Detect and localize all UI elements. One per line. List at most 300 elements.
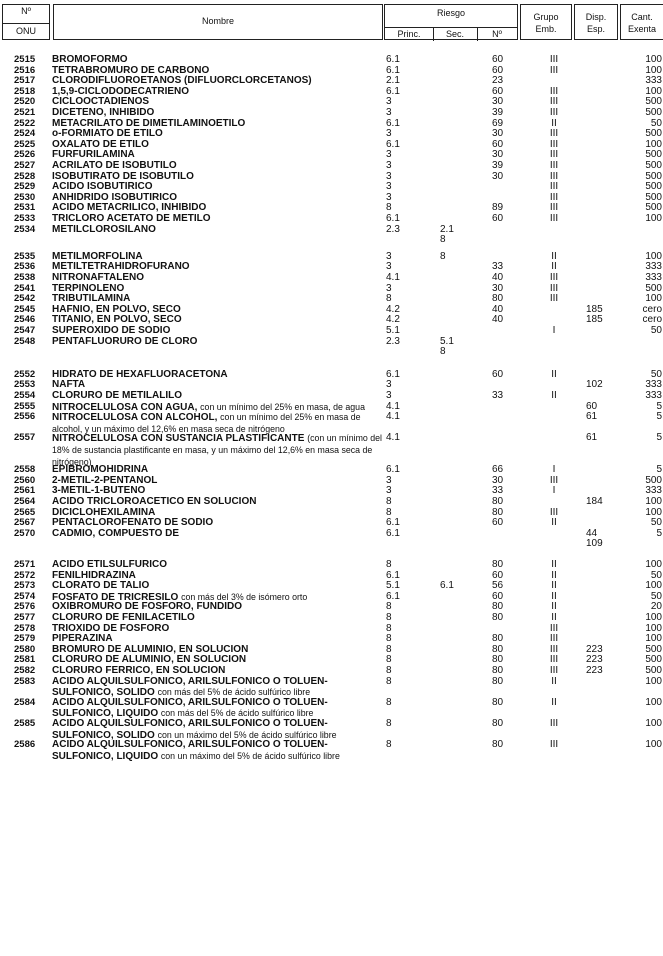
cell-riesgo-princ: 8 — [386, 675, 392, 687]
cell-nombre-extra: (con un mínimo del 18% de sustancia plastificante en masa, y un máximo del 12,6% en masa seca de nitrógeno) — [52, 433, 382, 467]
cell-nombre-main: ACIDO METACRILICO, INHIBIDO — [52, 202, 207, 214]
header-cant: Cant. — [631, 12, 653, 22]
cell-riesgo-princ: 8 — [386, 496, 392, 507]
cell-nombre-main: TERPINOLENO — [52, 282, 125, 294]
cell-onu: 2530 — [14, 191, 36, 203]
cell-exenta: 500 — [645, 160, 662, 171]
cell-exenta: 50 — [650, 117, 662, 129]
cell-exenta: 500 — [645, 643, 662, 655]
cell-nombre-main: TRIBUTILAMINA — [52, 293, 131, 305]
cell-riesgo-princ: 3 — [386, 282, 392, 294]
cell-nombre-main: o-FORMIATO DE ETILO — [52, 128, 163, 140]
cell-grupo: III — [549, 191, 559, 203]
cell-grupo: III — [549, 282, 559, 294]
cell-riesgo-no: 80 — [492, 633, 504, 645]
cell-nombre-main: NITROCELULOSA CON AGUA, — [52, 401, 198, 413]
cell-riesgo-no: 33 — [492, 261, 504, 273]
cell-disp: 102 — [586, 379, 603, 391]
cell-exenta: 100 — [645, 675, 662, 687]
header-riesgo-cell — [384, 4, 518, 40]
header-no-top: Nº — [21, 6, 31, 16]
cell-grupo: III — [549, 643, 559, 655]
cell-nombre-main: CLORURO DE FENILACETILO — [52, 612, 195, 623]
cell-nombre-main: OXALATO DE ETILO — [52, 138, 149, 150]
cell-riesgo-no: 80 — [492, 643, 504, 655]
cell-riesgo-no: 30 — [492, 282, 504, 294]
cell-exenta: 50 — [650, 368, 662, 380]
cell-onu: 2528 — [14, 170, 36, 182]
cell-riesgo-no: 60 — [492, 368, 504, 380]
cell-onu: 2546 — [14, 314, 36, 326]
cell-riesgo-no: 33 — [492, 485, 504, 497]
cell-grupo: III — [549, 85, 559, 97]
cell-exenta: 100 — [645, 213, 662, 224]
cell-nombre-extra: con un máximo del 5% de ácido sulfúrico libre — [160, 750, 340, 761]
cell-grupo: II — [551, 559, 557, 570]
cell-riesgo-no: 69 — [492, 117, 504, 129]
cell-onu: 2533 — [14, 213, 36, 224]
cell-nombre-main: FURFURILAMINA — [52, 149, 135, 161]
cell-riesgo-princ: 8 — [386, 665, 392, 676]
cell-riesgo-no: 56 — [492, 580, 504, 592]
cell-nombre-main: ACIDO TRICLOROACETICO EN SOLUCION — [52, 496, 257, 507]
cell-onu: 2583 — [14, 675, 36, 687]
cell-exenta: 100 — [645, 718, 662, 729]
cell-riesgo-princ: 3 — [386, 128, 392, 140]
cell-nombre-main: PIPERAZINA — [52, 633, 113, 645]
cell-riesgo-princ: 4.1 — [386, 411, 400, 423]
cell-riesgo-no: 30 — [492, 170, 504, 182]
cell-nombre-main: ACIDO ALQUILSULFONICO, ARILSULFONICO O TOLUEN-SULFONICO, LIQUIDO — [52, 739, 328, 762]
cell-riesgo-princ: 8 — [386, 633, 392, 645]
cell-riesgo-no: 80 — [492, 654, 504, 666]
cell-riesgo-no: 60 — [492, 569, 504, 581]
cell-riesgo-sec: 5.1 8 — [440, 335, 454, 358]
cell-onu: 2536 — [14, 261, 36, 273]
cell-onu: 2521 — [14, 107, 36, 118]
cell-nombre-main: PENTAFLUORURO DE CLORO — [52, 335, 198, 347]
cell-grupo: III — [549, 293, 559, 305]
cell-riesgo-princ: 3 — [386, 485, 392, 497]
header-esp: Esp. — [586, 24, 605, 34]
cell-riesgo-no: 33 — [492, 390, 504, 401]
cell-exenta: 100 — [645, 250, 662, 262]
cell-disp: 223 — [586, 654, 603, 666]
cell-riesgo-princ: 6.1 — [386, 54, 400, 65]
cell-exenta: 100 — [645, 696, 662, 708]
cell-grupo: III — [549, 160, 559, 171]
cell-exenta: 100 — [645, 54, 662, 65]
cell-disp: 185 — [586, 303, 603, 315]
cell-nombre-main: 3-METIL-1-BUTENO — [52, 485, 146, 497]
cell-exenta: 500 — [645, 282, 662, 294]
cell-riesgo-no: 80 — [492, 496, 504, 507]
cell-grupo: III — [549, 54, 559, 65]
cell-onu: 2560 — [14, 474, 36, 486]
header-disp: Disp. — [585, 12, 607, 22]
cell-exenta: 333 — [645, 75, 662, 87]
cell-exenta: 500 — [645, 654, 662, 666]
cell-nombre-main: TRIOXIDO DE FOSFORO — [52, 622, 170, 634]
cell-riesgo-no: 89 — [492, 202, 504, 214]
cell-grupo: III — [549, 739, 559, 751]
cell-riesgo-princ: 6.1 — [386, 527, 400, 539]
cell-onu: 2571 — [14, 559, 36, 570]
cell-nombre — [52, 391, 382, 402]
cell-riesgo-princ: 4.1 — [386, 272, 400, 283]
cell-riesgo-princ: 8 — [386, 622, 392, 634]
cell-grupo: II — [551, 580, 557, 592]
cell-onu: 2567 — [14, 517, 36, 529]
cell-nombre-main: CLORODIFLUOROETANOS (DIFLUORCLORCETANOS) — [52, 75, 312, 87]
cell-exenta: 5 — [656, 411, 662, 423]
header-princ: Princ. — [397, 29, 421, 39]
cell-nombre-main: 1,5,9-CICLODODECATRIENO — [52, 85, 190, 97]
cell-onu: 2524 — [14, 128, 36, 140]
cell-nombre-main: METACRILATO DE DIMETILAMINOETILO — [52, 117, 246, 129]
cell-disp: 61 — [586, 411, 598, 423]
cell-disp: 60 — [586, 400, 598, 412]
cell-onu: 2547 — [14, 325, 36, 336]
cell-grupo: II — [551, 261, 557, 273]
cell-exenta: 500 — [645, 96, 662, 108]
cell-nombre-main: BROMOFORMO — [52, 54, 128, 65]
cell-onu: 2579 — [14, 633, 36, 645]
cell-nombre-main: ANHIDRIDO ISOBUTIRICO — [52, 191, 177, 203]
cell-riesgo-no: 40 — [492, 272, 504, 283]
cell-onu: 2527 — [14, 160, 36, 171]
cell-grupo: III — [549, 149, 559, 161]
cell-grupo: III — [549, 96, 559, 108]
cell-grupo: II — [551, 696, 557, 708]
cell-onu: 2584 — [14, 696, 36, 708]
cell-grupo: III — [549, 474, 559, 486]
cell-onu: 2577 — [14, 612, 36, 623]
cell-riesgo-princ: 8 — [386, 202, 392, 214]
cell-nombre-main: CLORURO FERRICO, EN SOLUCION — [52, 665, 226, 676]
cell-nombre-main: ACIDO ISOBUTIRICO — [52, 181, 153, 193]
cell-riesgo-no: 80 — [492, 601, 504, 613]
cell-exenta: 100 — [645, 496, 662, 507]
cell-riesgo-princ: 3 — [386, 170, 392, 182]
cell-riesgo-no: 40 — [492, 303, 504, 315]
cell-nombre — [52, 412, 382, 435]
cell-riesgo-princ: 3 — [386, 160, 392, 171]
cell-riesgo-princ: 8 — [386, 696, 392, 708]
cell-grupo: III — [549, 718, 559, 729]
cell-riesgo-no: 60 — [492, 54, 504, 65]
cell-onu: 2581 — [14, 654, 36, 666]
cell-riesgo-no: 60 — [492, 85, 504, 97]
header-exenta: Exenta — [627, 24, 657, 34]
cell-onu: 2586 — [14, 739, 36, 751]
header-disp-cell — [574, 4, 618, 40]
cell-disp: 185 — [586, 314, 603, 326]
cell-onu: 2520 — [14, 96, 36, 108]
cell-onu: 2556 — [14, 411, 36, 423]
cell-exenta: 100 — [645, 612, 662, 623]
cell-nombre-main: DICICLOHEXILAMINA — [52, 506, 156, 518]
cell-exenta: cero — [642, 314, 662, 326]
cell-nombre-main: ISOBUTIRATO DE ISOBUTILO — [52, 170, 194, 182]
cell-grupo: II — [551, 675, 557, 687]
cell-nombre-extra: con más del 3% de isómero orto — [181, 591, 308, 602]
cell-onu: 2580 — [14, 643, 36, 655]
cell-nombre-main: SUPEROXIDO DE SODIO — [52, 325, 171, 336]
cell-nombre-extra: con un mínimo del 25% en masa, de agua — [200, 401, 365, 412]
cell-grupo: II — [551, 612, 557, 623]
cell-nombre-main: DICETENO, INHIBIDO — [52, 107, 155, 118]
cell-riesgo-no: 39 — [492, 160, 504, 171]
cell-onu: 2515 — [14, 54, 36, 65]
cell-nombre — [52, 337, 382, 348]
cell-nombre-main: ACIDO ETILSULFURICO — [52, 559, 167, 570]
cell-exenta: 500 — [645, 191, 662, 203]
cell-onu: 2565 — [14, 506, 36, 518]
cell-nombre-main: ACIDO ALQUILSULFONICO, ARILSULFONICO O TOLUEN-SULFONICO, SOLIDO — [52, 675, 328, 699]
cell-nombre-extra: con más del 5% de ácido sulfúrico libre — [157, 687, 311, 698]
cell-exenta: 100 — [645, 293, 662, 305]
header-cant-cell — [620, 4, 663, 40]
cell-exenta: 500 — [645, 170, 662, 182]
cell-exenta: 100 — [645, 64, 662, 76]
cell-nombre-main: NITROCELULOSA CON SUSTANCIA PLASTIFICANTE — [52, 433, 305, 445]
cell-nombre — [52, 529, 382, 540]
cell-onu: 2578 — [14, 622, 36, 634]
cell-exenta: 100 — [645, 85, 662, 97]
cell-riesgo-princ: 8 — [386, 654, 392, 666]
cell-nombre — [52, 581, 382, 592]
cell-grupo: III — [549, 64, 559, 76]
cell-exenta: 333 — [645, 261, 662, 273]
cell-nombre-main: FENILHIDRAZINA — [52, 569, 136, 581]
cell-onu: 2545 — [14, 303, 36, 315]
cell-riesgo-no: 80 — [492, 696, 504, 708]
cell-nombre-main: NITRONAFTALENO — [52, 272, 145, 283]
cell-onu: 2585 — [14, 718, 36, 729]
cell-disp: 61 — [586, 432, 598, 444]
cell-riesgo-no: 60 — [492, 517, 504, 529]
cell-onu: 2561 — [14, 485, 36, 497]
cell-disp: 223 — [586, 643, 603, 655]
cell-riesgo-princ: 2.3 — [386, 335, 400, 347]
cell-riesgo-princ: 6.1 — [386, 85, 400, 97]
cell-exenta: 333 — [645, 272, 662, 283]
cell-riesgo-princ: 8 — [386, 506, 392, 518]
cell-riesgo-princ: 6.1 — [386, 590, 400, 602]
cell-onu: 2576 — [14, 601, 36, 613]
header-onu-cell — [2, 4, 50, 40]
cell-riesgo-princ: 4.1 — [386, 432, 400, 444]
cell-grupo: II — [551, 390, 557, 401]
cell-nombre-main: CLORURO DE ALUMINIO, EN SOLUCION — [52, 654, 247, 666]
cell-nombre — [52, 433, 382, 468]
cell-grupo: III — [549, 202, 559, 214]
cell-onu: 2573 — [14, 580, 36, 592]
cell-riesgo-no: 80 — [492, 559, 504, 570]
cell-onu: 2534 — [14, 223, 36, 235]
cell-nombre-main: CLORATO DE TALIO — [52, 580, 150, 592]
cell-onu: 2554 — [14, 390, 36, 401]
cell-exenta: 50 — [650, 569, 662, 581]
cell-riesgo-princ: 2.1 — [386, 75, 400, 87]
cell-onu: 2558 — [14, 464, 36, 476]
cell-grupo: II — [551, 601, 557, 613]
cell-onu: 2526 — [14, 149, 36, 161]
cell-riesgo-princ: 8 — [386, 293, 392, 305]
cell-onu: 2552 — [14, 368, 36, 380]
cell-onu: 2582 — [14, 665, 36, 676]
cell-exenta: 500 — [645, 474, 662, 486]
header-nombre: Nombre — [201, 16, 234, 26]
cell-nombre-main: METILMORFOLINA — [52, 250, 143, 262]
cell-onu: 2570 — [14, 527, 36, 539]
cell-exenta: 100 — [645, 138, 662, 150]
cell-onu: 2557 — [14, 432, 36, 444]
cell-grupo: III — [549, 170, 559, 182]
cell-grupo: II — [551, 517, 557, 529]
cell-grupo: III — [549, 181, 559, 193]
cell-riesgo-no: 80 — [492, 675, 504, 687]
cell-onu: 2548 — [14, 335, 36, 347]
cell-nombre-main: ACRILATO DE ISOBUTILO — [52, 160, 177, 171]
cell-grupo: III — [549, 506, 559, 518]
cell-riesgo-princ: 4.1 — [386, 400, 400, 412]
cell-nombre — [52, 370, 382, 381]
cell-exenta: 5 — [656, 432, 662, 444]
cell-riesgo-princ: 6.1 — [386, 64, 400, 76]
cell-riesgo-no: 39 — [492, 107, 504, 118]
cell-exenta: 500 — [645, 665, 662, 676]
cell-riesgo-princ: 2.3 — [386, 223, 400, 235]
cell-riesgo-princ: 8 — [386, 643, 392, 655]
cell-exenta: 500 — [645, 128, 662, 140]
cell-exenta: 100 — [645, 622, 662, 634]
cell-grupo: III — [549, 213, 559, 224]
header-sec: Sec. — [445, 29, 464, 39]
cell-exenta: 333 — [645, 485, 662, 497]
header-emb: Emb. — [535, 24, 557, 34]
cell-riesgo-princ: 8 — [386, 612, 392, 623]
cell-nombre — [52, 677, 382, 699]
cell-nombre-main: ACIDO ALQUILSULFONICO, ARILSULFONICO O TOLUEN-SULFONICO, SOLIDO — [52, 718, 328, 741]
cell-nombre-main: HAFNIO, EN POLVO, SECO — [52, 303, 181, 315]
cell-riesgo-princ: 3 — [386, 250, 392, 262]
cell-grupo: III — [549, 622, 559, 634]
cell-riesgo-princ: 5.1 — [386, 580, 400, 592]
cell-grupo: II — [551, 569, 557, 581]
cell-nombre-main: HIDRATO DE HEXAFLUORACETONA — [52, 368, 228, 380]
cell-nombre-main: ACIDO ALQUILSULFONICO, ARILSULFONICO O TOLUEN-SULFONICO, LIQUIDO — [52, 696, 328, 720]
cell-nombre-main: TRICLORO ACETATO DE METILO — [52, 213, 211, 224]
cell-exenta: 500 — [645, 149, 662, 161]
cell-nombre-extra: con un mínimo del 25% en masa de alcohol, y un máximo del 12,6% en masa seca de nitrógeno — [52, 412, 361, 434]
cell-exenta: 50 — [650, 517, 662, 529]
cell-riesgo-princ: 3 — [386, 107, 392, 118]
cell-riesgo-princ: 3 — [386, 261, 392, 273]
cell-grupo: III — [549, 654, 559, 666]
cell-grupo: I — [552, 464, 556, 476]
cell-grupo: III — [549, 107, 559, 118]
cell-riesgo-no: 30 — [492, 96, 504, 108]
cell-riesgo-sec: 6.1 — [440, 580, 454, 592]
cell-exenta: 100 — [645, 580, 662, 592]
cell-riesgo-sec: 8 — [440, 250, 446, 262]
cell-riesgo-no: 80 — [492, 612, 504, 623]
cell-riesgo-no: 30 — [492, 149, 504, 161]
cell-grupo: II — [551, 117, 557, 129]
cell-exenta: 20 — [650, 601, 662, 613]
cell-riesgo-no: 60 — [492, 590, 504, 602]
cell-riesgo-princ: 6.1 — [386, 368, 400, 380]
header-grupo-cell — [520, 4, 572, 40]
cell-riesgo-no: 60 — [492, 64, 504, 76]
cell-onu: 2574 — [14, 590, 36, 602]
header-grupo: Grupo — [533, 12, 559, 22]
cell-riesgo-princ: 6.1 — [386, 517, 400, 529]
cell-grupo: I — [552, 325, 556, 336]
cell-exenta: 100 — [645, 506, 662, 518]
cell-onu: 2555 — [14, 400, 36, 412]
cell-onu: 2541 — [14, 282, 36, 294]
cell-riesgo-no: 80 — [492, 506, 504, 518]
cell-onu: 2564 — [14, 496, 36, 507]
cell-nombre — [52, 698, 382, 720]
cell-nombre-main: OXIBROMURO DE FOSFORO, FUNDIDO — [52, 601, 242, 613]
cell-onu: 2516 — [14, 64, 36, 76]
cell-riesgo-no: 60 — [492, 138, 504, 150]
cell-riesgo-princ: 6.1 — [386, 569, 400, 581]
cell-nombre-main: 2-METIL-2-PENTANOL — [52, 474, 158, 486]
cell-onu: 2518 — [14, 85, 36, 97]
cell-nombre-main: TITANIO, EN POLVO, SECO — [52, 314, 182, 326]
header-no-bottom: ONU — [16, 26, 36, 36]
cell-riesgo-princ: 6.1 — [386, 138, 400, 150]
cell-riesgo-princ: 3 — [386, 379, 392, 391]
cell-nombre-main: FOSFATO DE TRICRESILO — [52, 591, 179, 603]
cell-nombre-main: TETRABROMURO DE CARBONO — [52, 64, 210, 76]
cell-riesgo-princ: 5.1 — [386, 325, 400, 336]
cell-exenta: 100 — [645, 633, 662, 645]
cell-grupo: III — [549, 128, 559, 140]
cell-nombre-main: CLORURO DE METILALILO — [52, 390, 182, 401]
cell-exenta: 100 — [645, 739, 662, 751]
cell-exenta: 100 — [645, 559, 662, 570]
cell-exenta: 5 — [656, 400, 662, 412]
cell-riesgo-princ: 8 — [386, 718, 392, 729]
cell-grupo: II — [551, 590, 557, 602]
cell-riesgo-no: 60 — [492, 213, 504, 224]
cell-riesgo-no: 80 — [492, 718, 504, 729]
cell-exenta: 333 — [645, 390, 662, 401]
cell-riesgo-princ: 6.1 — [386, 213, 400, 224]
cell-riesgo-princ: 3 — [386, 474, 392, 486]
cell-exenta: 500 — [645, 202, 662, 214]
cell-riesgo-princ: 6.1 — [386, 117, 400, 129]
cell-riesgo-no: 30 — [492, 474, 504, 486]
cell-nombre — [52, 225, 382, 236]
cell-exenta: 5 — [656, 527, 662, 539]
cell-grupo: III — [549, 665, 559, 676]
cell-exenta: cero — [642, 303, 662, 315]
cell-onu: 2542 — [14, 293, 36, 305]
cell-exenta: 5 — [656, 464, 662, 476]
cell-onu: 2572 — [14, 569, 36, 581]
cell-riesgo-no: 80 — [492, 665, 504, 676]
cell-nombre-main: METILCLOROSILANO — [52, 223, 156, 235]
cell-nombre-main: CADMIO, COMPUESTO DE — [52, 527, 180, 539]
cell-nombre-main: CICLOOCTADIENOS — [52, 96, 150, 108]
